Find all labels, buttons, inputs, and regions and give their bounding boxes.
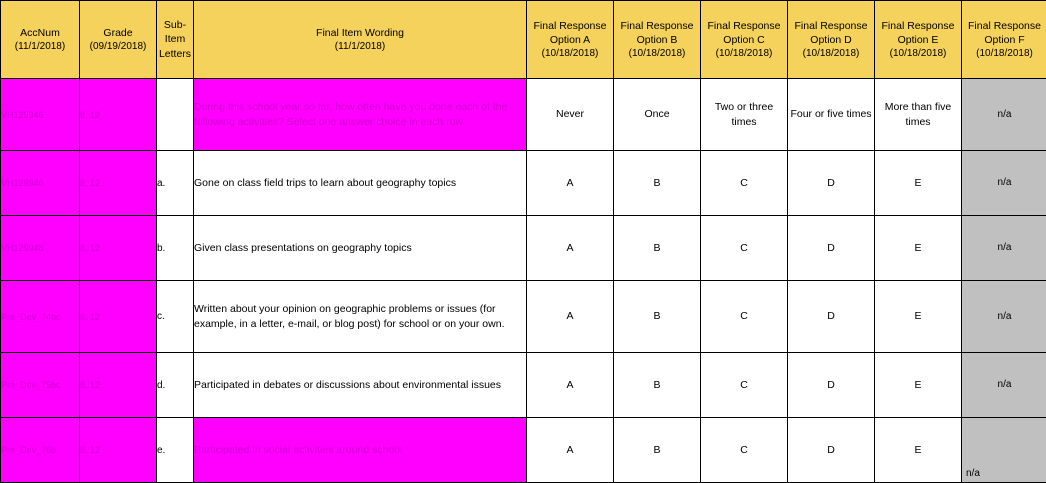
cell-option-e: More than five times — [875, 79, 962, 151]
cell-option-f: n/a — [962, 281, 1046, 353]
column-header-grade — [80, 1, 157, 79]
cell-option-d: Four or five times — [788, 79, 875, 151]
cell-option-c: C — [701, 151, 788, 216]
column-header-final-item-wording-title: Final Item Wording — [316, 27, 404, 39]
cell-accnum: VH129946 — [1, 151, 80, 216]
cell-sub-item-letter: c. — [157, 281, 194, 353]
cell-item-wording: Participated in social activities around school — [194, 418, 527, 483]
column-header-option-d — [788, 1, 875, 79]
table-row — [1, 418, 1046, 483]
column-header-final-item-wording — [194, 1, 527, 79]
cell-grade: 8, 12 — [80, 79, 157, 151]
cell-option-e: E — [875, 151, 962, 216]
cell-accnum: Pre_Dev_74bc — [1, 281, 80, 353]
column-header-accnum — [1, 1, 80, 79]
cell-option-d: D — [788, 418, 875, 483]
cell-option-c: C — [701, 281, 788, 353]
cell-item-wording: Given class presentations on geography topics — [194, 216, 527, 281]
column-header-grade-sub: (09/19/2018) — [80, 40, 156, 54]
column-header-accnum-sub: (11/1/2018) — [1, 40, 79, 54]
table-row — [1, 79, 1046, 151]
cell-accnum: VH129946 — [1, 79, 80, 151]
column-header-option-f-title: Final Response Option F — [968, 20, 1041, 46]
cell-option-f: n/a — [962, 151, 1046, 216]
column-header-sub-item-letters-title: Sub-Item Letters — [159, 19, 191, 59]
cell-option-b: B — [614, 216, 701, 281]
cell-option-b: B — [614, 418, 701, 483]
column-header-sub-item-letters — [157, 1, 194, 79]
cell-item-wording: During this school year so far, how often have you done each of the following activities? Select one answer choice in each row. — [194, 79, 527, 151]
cell-option-c: Two or three times — [701, 79, 788, 151]
cell-option-f: n/a — [962, 418, 1046, 483]
cell-option-a: A — [527, 353, 614, 418]
column-header-option-f — [962, 1, 1046, 79]
column-header-option-c-sub: (10/18/2018) — [701, 47, 787, 61]
cell-option-b: Once — [614, 79, 701, 151]
cell-option-d: D — [788, 216, 875, 281]
cell-option-d: D — [788, 353, 875, 418]
cell-option-a: A — [527, 281, 614, 353]
table-row — [1, 216, 1046, 281]
cell-grade: 8, 12 — [80, 151, 157, 216]
cell-sub-item-letter: e. — [157, 418, 194, 483]
column-header-option-d-title: Final Response Option D — [795, 20, 868, 46]
cell-sub-item-letter: d. — [157, 353, 194, 418]
cell-grade: 8, 12 — [80, 418, 157, 483]
table-row — [1, 151, 1046, 216]
cell-option-a: A — [527, 418, 614, 483]
column-header-final-item-wording-sub: (11/1/2018) — [194, 40, 526, 54]
cell-option-b: B — [614, 151, 701, 216]
column-header-option-c-title: Final Response Option C — [708, 20, 781, 46]
column-header-option-e — [875, 1, 962, 79]
column-header-option-f-sub: (10/18/2018) — [962, 47, 1046, 61]
column-header-grade-title: Grade — [103, 27, 132, 39]
cell-item-wording: Written about your opinion on geographic problems or issues (for example, in a letter, e-mail, or blog post) for school or on your own. — [194, 281, 527, 353]
column-header-option-b-title: Final Response Option B — [621, 20, 694, 46]
column-header-option-a — [527, 1, 614, 79]
table-row — [1, 353, 1046, 418]
column-header-option-a-sub: (10/18/2018) — [527, 47, 613, 61]
cell-option-a: A — [527, 151, 614, 216]
cell-option-e: E — [875, 216, 962, 281]
column-header-option-c — [701, 1, 788, 79]
cell-accnum: Pre_Dev_75bc — [1, 353, 80, 418]
column-header-option-e-sub: (10/18/2018) — [875, 47, 961, 61]
cell-grade: 8, 12 — [80, 281, 157, 353]
cell-item-wording: Participated in debates or discussions about environmental issues — [194, 353, 527, 418]
cell-sub-item-letter — [157, 79, 194, 151]
cell-sub-item-letter: a. — [157, 151, 194, 216]
cell-grade: 8, 12 — [80, 216, 157, 281]
column-header-option-a-title: Final Response Option A — [534, 20, 607, 46]
cell-grade: 8, 12 — [80, 353, 157, 418]
cell-option-e: E — [875, 418, 962, 483]
cell-option-b: B — [614, 353, 701, 418]
cell-sub-item-letter: b. — [157, 216, 194, 281]
column-header-option-b-sub: (10/18/2018) — [614, 47, 700, 61]
cell-option-e: E — [875, 353, 962, 418]
cell-option-c: C — [701, 216, 788, 281]
column-header-option-d-sub: (10/18/2018) — [788, 47, 874, 61]
cell-option-a: A — [527, 216, 614, 281]
table-header-row — [1, 1, 1046, 79]
cell-item-wording: Gone on class field trips to learn about geography topics — [194, 151, 527, 216]
table-row — [1, 281, 1046, 353]
cell-option-e: E — [875, 281, 962, 353]
cell-option-b: B — [614, 281, 701, 353]
cell-accnum: VH129948 — [1, 216, 80, 281]
cell-option-a: Never — [527, 79, 614, 151]
cell-option-d: D — [788, 151, 875, 216]
column-header-option-b — [614, 1, 701, 79]
column-header-option-e-title: Final Response Option E — [882, 20, 955, 46]
cell-option-f: n/a — [962, 353, 1046, 418]
cell-option-c: C — [701, 353, 788, 418]
cell-option-c: C — [701, 418, 788, 483]
cell-accnum: Pre_Dev_76b — [1, 418, 80, 483]
column-header-accnum-title: AccNum — [20, 27, 60, 39]
cell-option-f: n/a — [962, 216, 1046, 281]
cell-option-d: D — [788, 281, 875, 353]
cell-option-f: n/a — [962, 79, 1046, 151]
